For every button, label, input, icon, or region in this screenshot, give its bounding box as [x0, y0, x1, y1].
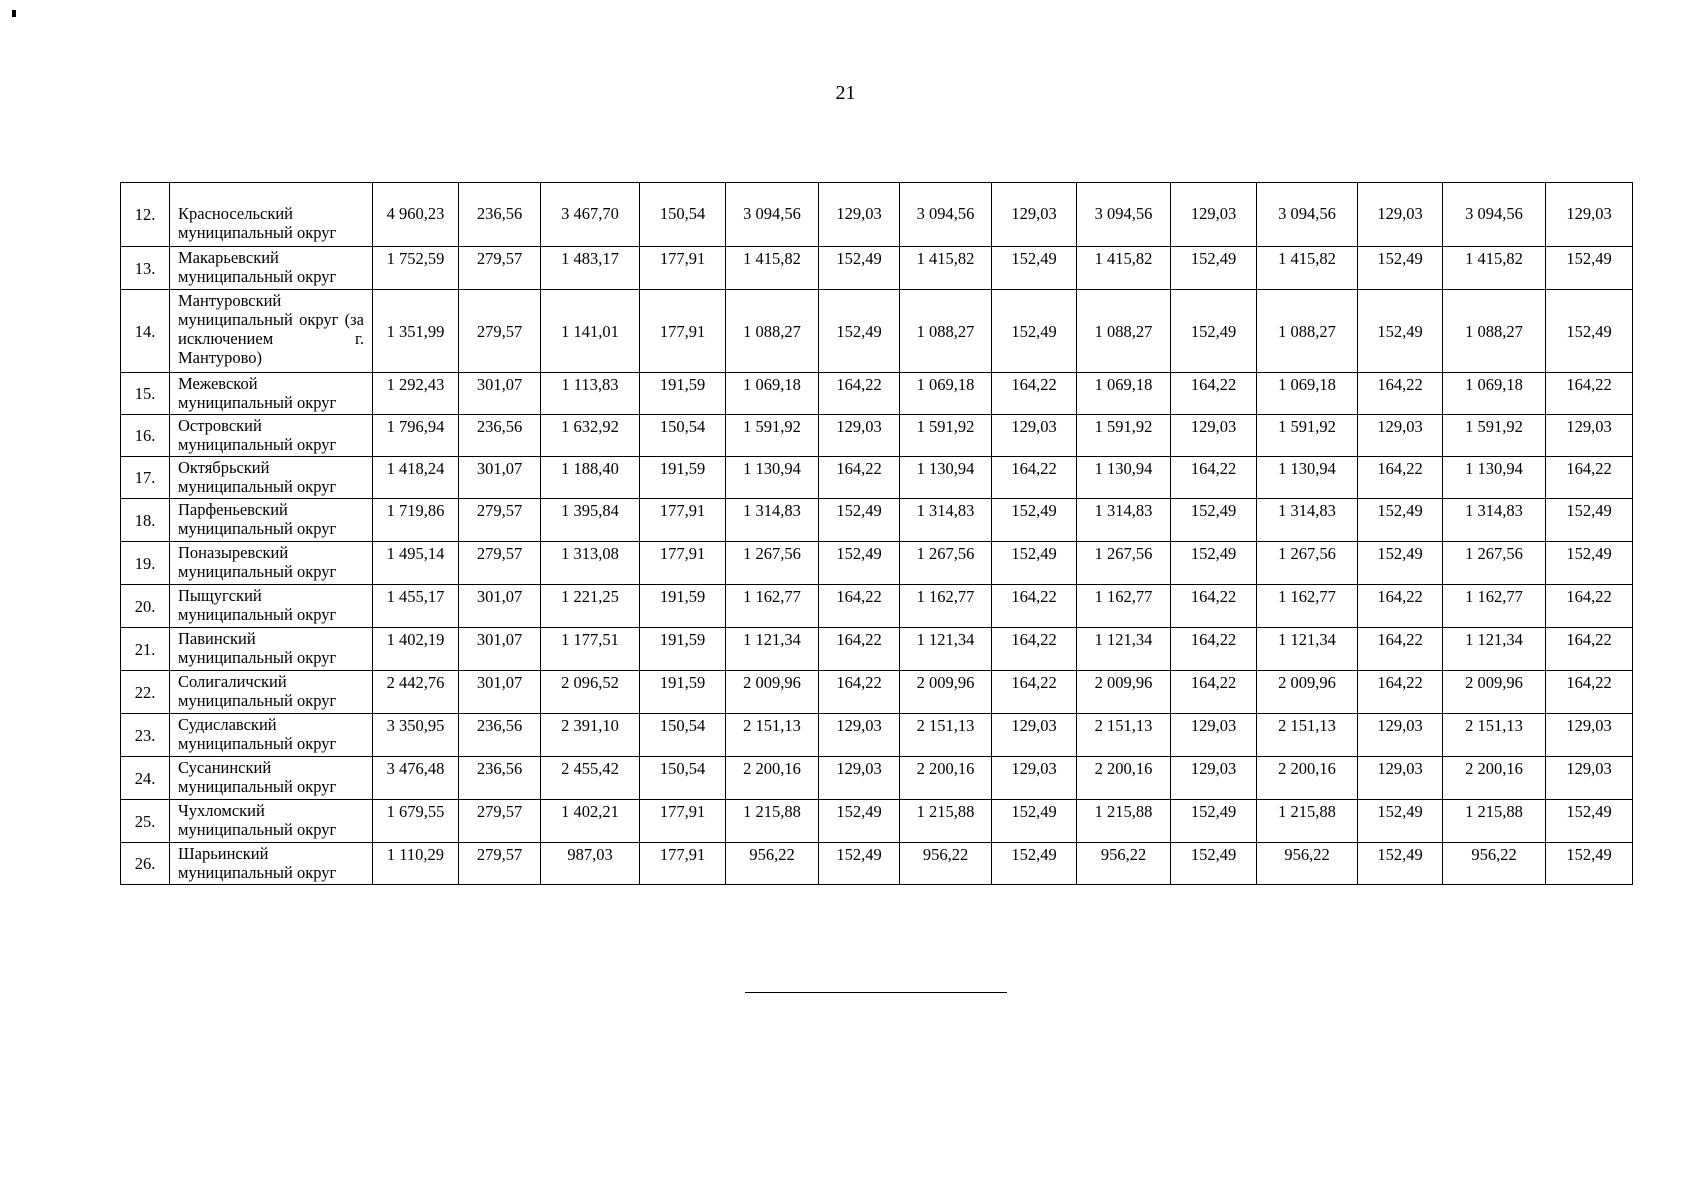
value-cell: 164,22 [992, 585, 1077, 628]
value-cell: 191,59 [640, 671, 726, 714]
value-cell: 152,49 [992, 843, 1077, 885]
value-cell: 2 200,16 [1443, 757, 1546, 800]
value-cell: 1 215,88 [1257, 800, 1358, 843]
value-cell: 2 442,76 [373, 671, 459, 714]
value-cell: 1 069,18 [1443, 373, 1546, 415]
value-cell: 1 162,77 [726, 585, 819, 628]
value-cell: 152,49 [1171, 499, 1257, 542]
value-cell: 164,22 [1171, 373, 1257, 415]
value-cell: 1 591,92 [1257, 415, 1358, 457]
value-cell: 1 069,18 [1077, 373, 1171, 415]
value-cell: 4 960,23 [373, 183, 459, 247]
value-cell: 152,49 [1171, 290, 1257, 373]
value-cell: 1 069,18 [1257, 373, 1358, 415]
value-cell: 129,03 [1171, 714, 1257, 757]
district-name: Солигаличский муниципальный округ [170, 671, 373, 714]
value-cell: 152,49 [1171, 247, 1257, 290]
value-cell: 2 009,96 [1443, 671, 1546, 714]
value-cell: 2 009,96 [900, 671, 992, 714]
value-cell: 152,49 [1358, 843, 1443, 885]
value-cell: 1 215,88 [1077, 800, 1171, 843]
value-cell: 129,03 [1358, 714, 1443, 757]
page-number: 21 [835, 82, 856, 104]
value-cell: 1 415,82 [900, 247, 992, 290]
value-cell: 2 096,52 [541, 671, 640, 714]
value-cell: 164,22 [819, 628, 900, 671]
value-cell: 1 402,21 [541, 800, 640, 843]
value-cell: 152,49 [1546, 800, 1633, 843]
footer-rule [745, 992, 1007, 993]
value-cell: 1 314,83 [900, 499, 992, 542]
value-cell: 1 162,77 [1257, 585, 1358, 628]
value-cell: 279,57 [459, 247, 541, 290]
value-cell: 164,22 [1171, 585, 1257, 628]
value-cell: 152,49 [992, 247, 1077, 290]
value-cell: 301,07 [459, 457, 541, 499]
value-cell: 1 121,34 [900, 628, 992, 671]
district-name [170, 290, 373, 373]
value-cell: 164,22 [1171, 671, 1257, 714]
value-cell: 1 455,17 [373, 585, 459, 628]
value-cell: 3 350,95 [373, 714, 459, 757]
value-cell: 279,57 [459, 542, 541, 585]
value-cell: 2 200,16 [1257, 757, 1358, 800]
value-cell: 1 314,83 [726, 499, 819, 542]
value-cell: 3 094,56 [726, 183, 819, 247]
value-cell: 279,57 [459, 290, 541, 373]
district-name: Судиславский муниципальный округ [170, 714, 373, 757]
value-cell: 164,22 [1358, 457, 1443, 499]
value-cell: 152,49 [992, 800, 1077, 843]
table-row [121, 585, 1633, 628]
value-cell: 1 351,99 [373, 290, 459, 373]
value-cell: 987,03 [541, 843, 640, 885]
value-cell: 2 151,13 [726, 714, 819, 757]
value-cell: 3 094,56 [1077, 183, 1171, 247]
value-cell: 150,54 [640, 757, 726, 800]
value-cell: 1 177,51 [541, 628, 640, 671]
value-cell: 1 088,27 [1443, 290, 1546, 373]
district-name: Поназыревский муниципальный округ [170, 542, 373, 585]
value-cell: 152,49 [819, 843, 900, 885]
value-cell: 177,91 [640, 542, 726, 585]
value-cell: 150,54 [640, 415, 726, 457]
value-cell: 152,49 [819, 542, 900, 585]
value-cell: 1 088,27 [726, 290, 819, 373]
value-cell: 1 415,82 [1077, 247, 1171, 290]
value-cell: 164,22 [819, 373, 900, 415]
value-cell: 152,49 [992, 290, 1077, 373]
value-cell: 164,22 [819, 671, 900, 714]
district-name: Сусанинский муниципальный округ [170, 757, 373, 800]
value-cell: 1 088,27 [900, 290, 992, 373]
value-cell: 2 151,13 [1257, 714, 1358, 757]
value-cell: 1 679,55 [373, 800, 459, 843]
value-cell: 1 415,82 [1257, 247, 1358, 290]
value-cell: 1 314,83 [1443, 499, 1546, 542]
table-row [121, 800, 1633, 843]
value-cell: 1 591,92 [900, 415, 992, 457]
value-cell: 164,22 [1546, 628, 1633, 671]
value-cell: 129,03 [1358, 415, 1443, 457]
value-cell: 1 121,34 [1443, 628, 1546, 671]
value-cell: 1 130,94 [1077, 457, 1171, 499]
value-cell: 150,54 [640, 714, 726, 757]
row-number: 13. [121, 247, 170, 290]
value-cell: 2 009,96 [726, 671, 819, 714]
district-name: Парфеньевский муниципальный округ [170, 499, 373, 542]
value-cell: 2 151,13 [1077, 714, 1171, 757]
value-cell: 152,49 [1358, 499, 1443, 542]
value-cell: 1 591,92 [1077, 415, 1171, 457]
row-number: 25. [121, 800, 170, 843]
district-name: Октябрьский муниципальный округ [170, 457, 373, 499]
table-row [121, 714, 1633, 757]
value-cell: 129,03 [819, 714, 900, 757]
value-cell: 164,22 [992, 457, 1077, 499]
row-number: 26. [121, 843, 170, 885]
value-cell: 3 467,70 [541, 183, 640, 247]
table-row [121, 373, 1633, 415]
table-row [121, 415, 1633, 457]
value-cell: 1 267,56 [1077, 542, 1171, 585]
value-cell: 129,03 [992, 183, 1077, 247]
value-cell: 1 215,88 [726, 800, 819, 843]
value-cell: 152,49 [1358, 542, 1443, 585]
value-cell: 1 796,94 [373, 415, 459, 457]
value-cell: 1 069,18 [900, 373, 992, 415]
row-number: 21. [121, 628, 170, 671]
value-cell: 956,22 [726, 843, 819, 885]
value-cell: 129,03 [1171, 757, 1257, 800]
value-cell: 1 069,18 [726, 373, 819, 415]
value-cell: 129,03 [1358, 183, 1443, 247]
value-cell: 1 121,34 [726, 628, 819, 671]
district-name: Пыщугский муниципальный округ [170, 585, 373, 628]
value-cell: 1 215,88 [900, 800, 992, 843]
value-cell: 301,07 [459, 671, 541, 714]
table-row [121, 757, 1633, 800]
table-row [121, 457, 1633, 499]
value-cell: 1 418,24 [373, 457, 459, 499]
value-cell: 236,56 [459, 183, 541, 247]
value-cell: 152,49 [819, 499, 900, 542]
value-cell: 279,57 [459, 800, 541, 843]
district-name: Островский муниципальный округ [170, 415, 373, 457]
value-cell: 164,22 [992, 628, 1077, 671]
value-cell: 129,03 [1171, 183, 1257, 247]
value-cell: 152,49 [992, 499, 1077, 542]
value-cell: 1 088,27 [1257, 290, 1358, 373]
value-cell: 164,22 [1358, 373, 1443, 415]
value-cell: 129,03 [992, 415, 1077, 457]
value-cell: 1 088,27 [1077, 290, 1171, 373]
value-cell: 164,22 [992, 373, 1077, 415]
value-cell: 279,57 [459, 843, 541, 885]
district-name-text: Мантуровский муниципальный округ (за исключением г. Мантурово) [178, 291, 364, 367]
value-cell: 236,56 [459, 415, 541, 457]
value-cell: 2 009,96 [1257, 671, 1358, 714]
value-cell: 956,22 [1257, 843, 1358, 885]
value-cell: 152,49 [1546, 247, 1633, 290]
value-cell: 3 476,48 [373, 757, 459, 800]
value-cell: 1 162,77 [900, 585, 992, 628]
row-number: 22. [121, 671, 170, 714]
value-cell: 2 200,16 [1077, 757, 1171, 800]
table-row [121, 843, 1633, 885]
value-cell: 164,22 [1171, 628, 1257, 671]
district-name: Шарьинский муниципальный округ [170, 843, 373, 885]
value-cell: 191,59 [640, 585, 726, 628]
district-name: Павинский муниципальный округ [170, 628, 373, 671]
value-cell: 3 094,56 [900, 183, 992, 247]
value-cell: 301,07 [459, 628, 541, 671]
value-cell: 152,49 [1358, 290, 1443, 373]
value-cell: 1 110,29 [373, 843, 459, 885]
value-cell: 1 395,84 [541, 499, 640, 542]
value-cell: 1 415,82 [1443, 247, 1546, 290]
value-cell: 129,03 [992, 757, 1077, 800]
value-cell: 152,49 [819, 247, 900, 290]
value-cell: 152,49 [1171, 542, 1257, 585]
value-cell: 191,59 [640, 373, 726, 415]
row-number: 19. [121, 542, 170, 585]
value-cell: 1 313,08 [541, 542, 640, 585]
table-row [121, 499, 1633, 542]
table-row [121, 183, 1633, 247]
row-number: 17. [121, 457, 170, 499]
value-cell: 1 402,19 [373, 628, 459, 671]
value-cell: 177,91 [640, 290, 726, 373]
table-row [121, 290, 1633, 373]
value-cell: 152,49 [1358, 800, 1443, 843]
table-body [121, 183, 1633, 885]
value-cell: 152,49 [1171, 843, 1257, 885]
value-cell: 301,07 [459, 373, 541, 415]
value-cell: 1 483,17 [541, 247, 640, 290]
municipal-data-table [120, 182, 1633, 885]
value-cell: 152,49 [1358, 247, 1443, 290]
value-cell: 3 094,56 [1257, 183, 1358, 247]
value-cell: 150,54 [640, 183, 726, 247]
value-cell: 129,03 [1546, 714, 1633, 757]
district-name: Межевской муниципальный округ [170, 373, 373, 415]
value-cell: 956,22 [1443, 843, 1546, 885]
value-cell: 164,22 [1358, 628, 1443, 671]
value-cell: 1 719,86 [373, 499, 459, 542]
value-cell: 129,03 [1546, 415, 1633, 457]
value-cell: 177,91 [640, 247, 726, 290]
value-cell: 1 292,43 [373, 373, 459, 415]
value-cell: 129,03 [992, 714, 1077, 757]
value-cell: 1 314,83 [1077, 499, 1171, 542]
value-cell: 1 130,94 [1257, 457, 1358, 499]
district-name: Чухломский муниципальный округ [170, 800, 373, 843]
row-number: 12. [121, 183, 170, 247]
table-row [121, 542, 1633, 585]
value-cell: 2 009,96 [1077, 671, 1171, 714]
value-cell: 2 455,42 [541, 757, 640, 800]
value-cell: 164,22 [1546, 373, 1633, 415]
value-cell: 129,03 [1171, 415, 1257, 457]
value-cell: 1 752,59 [373, 247, 459, 290]
value-cell: 164,22 [1358, 671, 1443, 714]
value-cell: 1 267,56 [1257, 542, 1358, 585]
value-cell: 1 267,56 [900, 542, 992, 585]
value-cell: 129,03 [819, 415, 900, 457]
value-cell: 1 221,25 [541, 585, 640, 628]
value-cell: 1 415,82 [726, 247, 819, 290]
value-cell: 152,49 [819, 800, 900, 843]
value-cell: 1 495,14 [373, 542, 459, 585]
value-cell: 164,22 [819, 457, 900, 499]
district-name: Макарьевский муниципальный округ [170, 247, 373, 290]
value-cell: 164,22 [1546, 671, 1633, 714]
value-cell: 1 162,77 [1077, 585, 1171, 628]
value-cell: 301,07 [459, 585, 541, 628]
row-number: 14. [121, 290, 170, 373]
value-cell: 164,22 [1546, 457, 1633, 499]
value-cell: 956,22 [900, 843, 992, 885]
value-cell: 1 121,34 [1077, 628, 1171, 671]
value-cell: 1 215,88 [1443, 800, 1546, 843]
value-cell: 177,91 [640, 800, 726, 843]
value-cell: 152,49 [1546, 542, 1633, 585]
row-number: 20. [121, 585, 170, 628]
value-cell: 191,59 [640, 457, 726, 499]
value-cell: 1 141,01 [541, 290, 640, 373]
district-name: Красносельский муниципальный округ [170, 183, 373, 247]
value-cell: 2 200,16 [900, 757, 992, 800]
value-cell: 164,22 [1171, 457, 1257, 499]
value-cell: 129,03 [1358, 757, 1443, 800]
value-cell: 1 267,56 [726, 542, 819, 585]
value-cell: 1 591,92 [1443, 415, 1546, 457]
value-cell: 152,49 [819, 290, 900, 373]
value-cell: 164,22 [1358, 585, 1443, 628]
value-cell: 152,49 [992, 542, 1077, 585]
value-cell: 152,49 [1546, 843, 1633, 885]
value-cell: 152,49 [1546, 499, 1633, 542]
value-cell: 129,03 [819, 757, 900, 800]
value-cell: 1 121,34 [1257, 628, 1358, 671]
value-cell: 279,57 [459, 499, 541, 542]
value-cell: 152,49 [1171, 800, 1257, 843]
value-cell: 1 113,83 [541, 373, 640, 415]
value-cell: 956,22 [1077, 843, 1171, 885]
value-cell: 1 314,83 [1257, 499, 1358, 542]
value-cell: 129,03 [819, 183, 900, 247]
value-cell: 1 130,94 [726, 457, 819, 499]
value-cell: 177,91 [640, 843, 726, 885]
value-cell: 152,49 [1546, 290, 1633, 373]
row-number: 18. [121, 499, 170, 542]
value-cell: 3 094,56 [1443, 183, 1546, 247]
row-number: 15. [121, 373, 170, 415]
value-cell: 1 188,40 [541, 457, 640, 499]
value-cell: 1 632,92 [541, 415, 640, 457]
value-cell: 2 151,13 [1443, 714, 1546, 757]
value-cell: 2 151,13 [900, 714, 992, 757]
value-cell: 129,03 [1546, 183, 1633, 247]
value-cell: 164,22 [819, 585, 900, 628]
row-number: 16. [121, 415, 170, 457]
row-number: 23. [121, 714, 170, 757]
value-cell: 129,03 [1546, 757, 1633, 800]
value-cell: 236,56 [459, 714, 541, 757]
value-cell: 2 391,10 [541, 714, 640, 757]
scan-mark [12, 10, 16, 17]
row-number: 24. [121, 757, 170, 800]
table-row [121, 628, 1633, 671]
value-cell: 1 591,92 [726, 415, 819, 457]
value-cell: 164,22 [992, 671, 1077, 714]
table-row [121, 671, 1633, 714]
value-cell: 191,59 [640, 628, 726, 671]
value-cell: 1 130,94 [900, 457, 992, 499]
value-cell: 236,56 [459, 757, 541, 800]
value-cell: 1 162,77 [1443, 585, 1546, 628]
value-cell: 1 130,94 [1443, 457, 1546, 499]
table-row [121, 247, 1633, 290]
value-cell: 164,22 [1546, 585, 1633, 628]
value-cell: 2 200,16 [726, 757, 819, 800]
value-cell: 1 267,56 [1443, 542, 1546, 585]
value-cell: 177,91 [640, 499, 726, 542]
